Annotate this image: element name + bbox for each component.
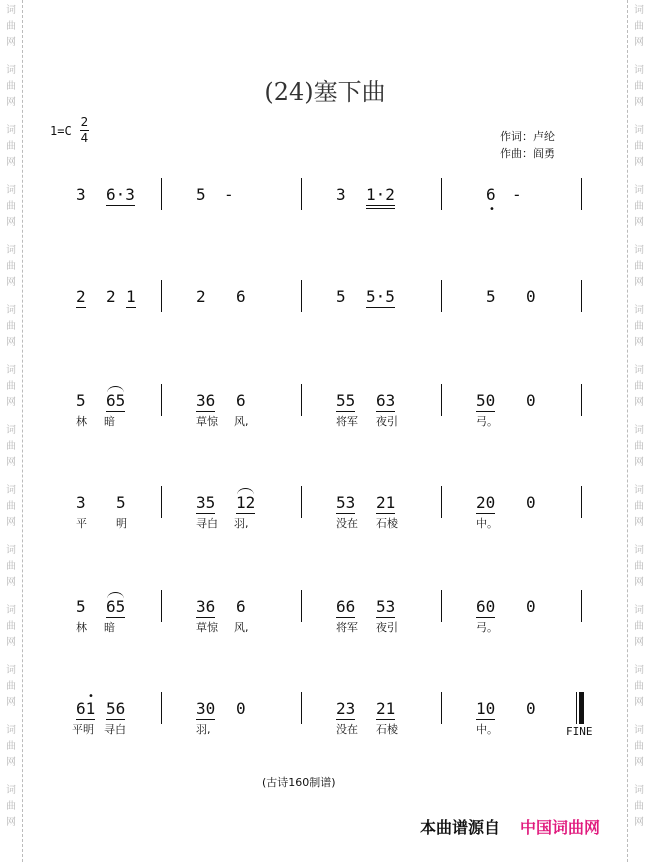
watermark-char: 词	[634, 425, 644, 436]
lyric: 夜引	[376, 621, 398, 634]
rhythm-underline	[196, 719, 215, 720]
right-watermark-strip	[627, 0, 650, 862]
rhythm-underline	[76, 719, 95, 720]
watermark-char: 网	[6, 637, 16, 648]
watermark-char: 词	[6, 365, 16, 376]
note: 12	[236, 493, 256, 512]
note: -	[512, 185, 522, 204]
lyric: 暗	[104, 415, 115, 428]
note: 35	[196, 493, 216, 512]
lyric: 林	[76, 415, 87, 428]
watermark-char: 词	[6, 65, 16, 76]
watermark-char: 词	[634, 125, 644, 136]
rhythm-underline	[76, 307, 86, 308]
note: 1	[126, 287, 136, 306]
bar-line	[161, 280, 162, 312]
watermark-char: 曲	[6, 501, 16, 512]
watermark-char: 词	[6, 125, 16, 136]
watermark-char: 词	[634, 185, 644, 196]
key-signature: 1=C	[50, 124, 72, 138]
slur-mark	[237, 488, 254, 495]
note: 1·2	[366, 185, 395, 204]
note: 21	[376, 699, 396, 718]
watermark-char: 网	[634, 37, 644, 48]
watermark-char: 网	[634, 757, 644, 768]
bar-line	[581, 590, 582, 622]
watermark-char: 曲	[6, 201, 16, 212]
lyric: 林	[76, 621, 87, 634]
bar-line	[301, 590, 302, 622]
bar-line	[581, 486, 582, 518]
note: 5	[76, 597, 86, 616]
bar-line	[161, 384, 162, 416]
lyric: 中。	[476, 723, 498, 736]
note: 55	[336, 391, 356, 410]
note: 0	[526, 287, 536, 306]
watermark-char: 词	[634, 5, 644, 16]
rhythm-underline	[376, 617, 395, 618]
double-bar-thin	[576, 692, 577, 724]
bar-line	[301, 692, 302, 724]
lyric: 没在	[336, 723, 358, 736]
source-label: 本曲谱源自	[420, 818, 501, 837]
note: 5·5	[366, 287, 395, 306]
rhythm-underline	[106, 719, 125, 720]
note: 5	[76, 391, 86, 410]
lyric: 风,	[234, 621, 249, 634]
watermark-char: 词	[6, 305, 16, 316]
lyric: 风,	[234, 415, 249, 428]
bar-line	[161, 692, 162, 724]
rhythm-underline	[336, 719, 355, 720]
bar-line	[301, 384, 302, 416]
watermark-char: 网	[6, 817, 16, 828]
lyric: 羽,	[196, 723, 211, 736]
bar-line	[581, 280, 582, 312]
watermark-char: 网	[634, 577, 644, 588]
note: 53	[336, 493, 356, 512]
watermark-char: 网	[634, 817, 644, 828]
lyric: 没在	[336, 517, 358, 530]
watermark-char: 曲	[6, 21, 16, 32]
note: 5	[116, 493, 126, 512]
watermark-char: 词	[6, 5, 16, 16]
bar-line	[441, 692, 442, 724]
note: 3	[76, 185, 86, 204]
note: 56	[106, 699, 126, 718]
bar-line	[441, 590, 442, 622]
footnote: (古诗160制谱)	[262, 776, 336, 789]
watermark-char: 网	[634, 277, 644, 288]
lyric: 将军	[336, 621, 358, 634]
watermark-char: 网	[6, 397, 16, 408]
time-signature-bottom: 4	[80, 131, 89, 145]
watermark-char: 曲	[634, 501, 644, 512]
rhythm-underline	[106, 617, 125, 618]
rhythm-underline	[196, 513, 215, 514]
lyric: 石棱	[376, 517, 398, 530]
bar-line	[441, 280, 442, 312]
rhythm-underline	[336, 513, 355, 514]
note: 2	[76, 287, 86, 306]
note: 2	[196, 287, 206, 306]
watermark-char: 网	[6, 37, 16, 48]
note: 23	[336, 699, 356, 718]
rhythm-underline	[126, 307, 136, 308]
note: 0	[526, 391, 536, 410]
time-signature-top: 2	[80, 115, 89, 129]
watermark-char: 网	[6, 217, 16, 228]
watermark-char: 词	[634, 785, 644, 796]
watermark-char: 词	[634, 545, 644, 556]
slur-mark	[107, 592, 124, 599]
watermark-char: 网	[634, 337, 644, 348]
lyric: 夜引	[376, 415, 398, 428]
watermark-char: 网	[6, 337, 16, 348]
watermark-char: 词	[6, 485, 16, 496]
bar-line	[301, 178, 302, 210]
watermark-char: 曲	[634, 681, 644, 692]
rhythm-underline	[236, 513, 255, 514]
left-watermark-strip	[0, 0, 23, 862]
note: 5	[336, 287, 346, 306]
note: 0	[526, 493, 536, 512]
source-brand[interactable]: 中国词曲网	[520, 818, 601, 837]
note: 5	[196, 185, 206, 204]
watermark-char: 曲	[634, 621, 644, 632]
bar-line	[441, 384, 442, 416]
fine-mark: FINE	[566, 725, 593, 738]
watermark-char: 词	[6, 785, 16, 796]
lyric: 弓。	[476, 415, 498, 428]
bar-line	[161, 590, 162, 622]
slur-mark	[107, 386, 124, 393]
note: 6	[236, 287, 246, 306]
watermark-char: 曲	[6, 321, 16, 332]
watermark-char: 曲	[634, 141, 644, 152]
bar-line	[161, 486, 162, 518]
watermark-char: 网	[634, 457, 644, 468]
watermark-char: 词	[634, 365, 644, 376]
note: -	[224, 185, 234, 204]
note: 61	[76, 699, 96, 718]
watermark-char: 词	[6, 425, 16, 436]
watermark-char: 网	[6, 457, 16, 468]
watermark-char: 网	[6, 277, 16, 288]
note: 0	[236, 699, 246, 718]
note: 6	[236, 391, 246, 410]
watermark-char: 曲	[634, 81, 644, 92]
octave-dot: •	[489, 204, 495, 215]
time-signature	[80, 116, 89, 145]
watermark-char: 词	[634, 605, 644, 616]
octave-dot: •	[88, 691, 94, 702]
note: 65	[106, 391, 126, 410]
note: 20	[476, 493, 496, 512]
note: 3	[76, 493, 86, 512]
watermark-char: 词	[634, 665, 644, 676]
rhythm-underline	[106, 411, 125, 412]
note: 3	[336, 185, 346, 204]
watermark-char: 网	[6, 517, 16, 528]
note: 21	[376, 493, 396, 512]
lyric: 寻白	[196, 517, 218, 530]
lyric: 寻白	[104, 723, 126, 736]
bar-line	[161, 178, 162, 210]
note: 6	[236, 597, 246, 616]
watermark-char: 曲	[6, 141, 16, 152]
source-credit	[420, 815, 600, 838]
watermark-char: 曲	[634, 261, 644, 272]
watermark-char: 曲	[634, 441, 644, 452]
rhythm-underline	[106, 205, 135, 206]
watermark-char: 网	[6, 157, 16, 168]
watermark-char: 曲	[6, 801, 16, 812]
note: 65	[106, 597, 126, 616]
bar-line	[441, 486, 442, 518]
watermark-char: 曲	[6, 261, 16, 272]
lyric: 暗	[104, 621, 115, 634]
note: 0	[526, 699, 536, 718]
watermark-char: 词	[6, 605, 16, 616]
watermark-char: 曲	[6, 561, 16, 572]
lyric: 明	[116, 517, 127, 530]
bar-line	[441, 178, 442, 210]
rhythm-underline	[476, 411, 495, 412]
watermark-char: 网	[6, 577, 16, 588]
watermark-char: 曲	[6, 381, 16, 392]
watermark-char: 曲	[6, 441, 16, 452]
watermark-char: 曲	[634, 321, 644, 332]
rhythm-underline	[376, 411, 395, 412]
watermark-char: 词	[6, 665, 16, 676]
lyric: 草惊	[196, 415, 218, 428]
note: 60	[476, 597, 496, 616]
note: 36	[196, 391, 216, 410]
lyric: 平	[76, 517, 87, 530]
rhythm-underline	[366, 307, 395, 308]
watermark-char: 曲	[6, 681, 16, 692]
watermark-char: 曲	[634, 561, 644, 572]
note: 36	[196, 597, 216, 616]
note: 10	[476, 699, 496, 718]
watermark-char: 词	[6, 245, 16, 256]
rhythm-underline	[376, 719, 395, 720]
final-bar-line	[579, 692, 584, 724]
watermark-char: 网	[634, 517, 644, 528]
watermark-char: 词	[634, 65, 644, 76]
note: 0	[526, 597, 536, 616]
watermark-char: 曲	[6, 741, 16, 752]
watermark-char: 词	[6, 545, 16, 556]
watermark-char: 网	[6, 97, 16, 108]
note: 5	[486, 287, 496, 306]
watermark-char: 网	[634, 697, 644, 708]
note: 30	[196, 699, 216, 718]
rhythm-underline	[476, 719, 495, 720]
rhythm-underline	[476, 513, 495, 514]
watermark-char: 词	[634, 245, 644, 256]
note: 6	[486, 185, 496, 204]
credits	[500, 128, 555, 162]
watermark-char: 网	[634, 97, 644, 108]
lyric: 草惊	[196, 621, 218, 634]
lyric: 平明	[72, 723, 94, 736]
lyric: 将军	[336, 415, 358, 428]
composer-credit: 作曲：阎勇	[500, 147, 555, 160]
watermark-char: 网	[6, 697, 16, 708]
watermark-char: 网	[634, 217, 644, 228]
lyricist-credit: 作词：卢纶	[500, 130, 555, 143]
watermark-char: 曲	[634, 201, 644, 212]
watermark-char: 网	[634, 397, 644, 408]
rhythm-underline	[366, 205, 395, 206]
watermark-char: 曲	[634, 21, 644, 32]
bar-line	[581, 384, 582, 416]
rhythm-underline	[196, 411, 215, 412]
rhythm-underline	[376, 513, 395, 514]
lyric: 中。	[476, 517, 498, 530]
note: 50	[476, 391, 496, 410]
watermark-char: 词	[6, 725, 16, 736]
watermark-char: 词	[6, 185, 16, 196]
watermark-char: 词	[634, 485, 644, 496]
note: 2	[106, 287, 116, 306]
rhythm-underline	[366, 208, 395, 209]
watermark-char: 曲	[634, 741, 644, 752]
bar-line	[301, 280, 302, 312]
note: 63	[376, 391, 396, 410]
bar-line	[301, 486, 302, 518]
rhythm-underline	[476, 617, 495, 618]
watermark-char: 曲	[6, 81, 16, 92]
lyric: 弓。	[476, 621, 498, 634]
watermark-char: 词	[634, 725, 644, 736]
note: 66	[336, 597, 356, 616]
rhythm-underline	[336, 617, 355, 618]
lyric: 石棱	[376, 723, 398, 736]
watermark-char: 网	[634, 637, 644, 648]
watermark-char: 曲	[6, 621, 16, 632]
watermark-char: 曲	[634, 801, 644, 812]
rhythm-underline	[196, 617, 215, 618]
note: 6·3	[106, 185, 135, 204]
note: 53	[376, 597, 396, 616]
rhythm-underline	[336, 411, 355, 412]
song-title: (24)塞下曲	[264, 78, 386, 106]
watermark-char: 词	[634, 305, 644, 316]
watermark-char: 曲	[634, 381, 644, 392]
watermark-char: 网	[634, 157, 644, 168]
bar-line	[581, 178, 582, 210]
watermark-char: 网	[6, 757, 16, 768]
lyric: 羽,	[234, 517, 249, 530]
